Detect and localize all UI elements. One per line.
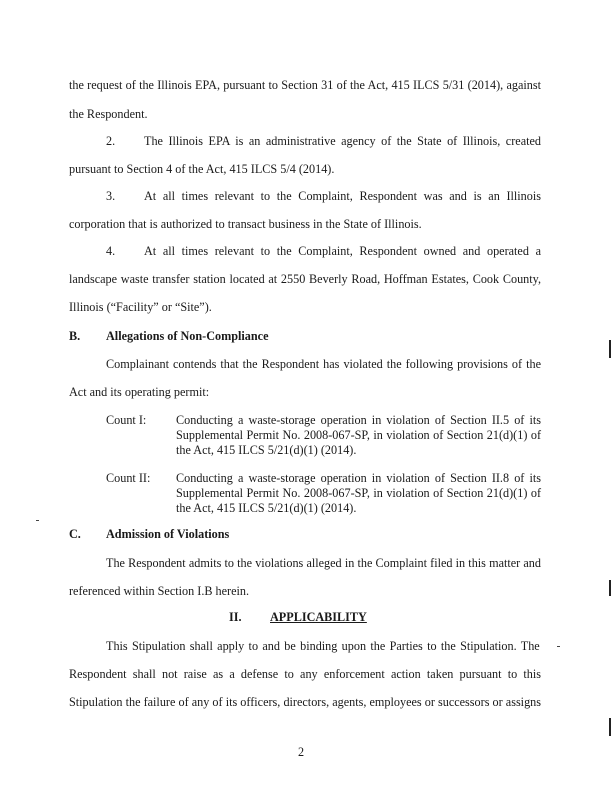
section-ii-line-2: Respondent shall not raise as a defense to any enforcement action taken pursuant to this	[69, 667, 541, 681]
section-ii-number: II.	[229, 610, 242, 624]
count-1-line-3: the Act, 415 ILCS 5/21(d)(1) (2014).	[176, 443, 357, 457]
count-2-line-3: the Act, 415 ILCS 5/21(d)(1) (2014).	[176, 501, 357, 515]
paragraph-3-line-1: At all times relevant to the Complaint, Respondent was and is an Illinois	[144, 189, 541, 203]
section-c-line-2: referenced within Section I.B herein.	[69, 584, 250, 598]
paragraph-1-line-2: the Respondent.	[69, 107, 148, 121]
scan-margin-mark	[609, 340, 611, 358]
paragraph-4-line-3: Illinois (“Facility” or “Site”).	[69, 300, 212, 314]
paragraph-2-number: 2.	[106, 134, 116, 148]
scan-margin-mark	[609, 718, 611, 736]
section-b-title: Allegations of Non-Compliance	[106, 329, 269, 343]
count-2-line-1: Conducting a waste-storage operation in violation of Section II.8 of its	[176, 471, 541, 485]
paragraph-4-line-1: At all times relevant to the Complaint, Respondent owned and operated a	[144, 244, 541, 258]
count-2-line-2: Supplemental Permit No. 2008-067-SP, in violation of Section 21(d)(1) of	[176, 486, 541, 500]
section-c-title: Admission of Violations	[106, 527, 230, 541]
paragraph-4-number: 4.	[106, 244, 116, 258]
scan-margin-mark	[609, 580, 611, 596]
section-ii-line-1: This Stipulation shall apply to and be binding upon the Parties to the Stipulation. The	[106, 639, 540, 653]
paragraph-1-line-1: the request of the Illinois EPA, pursuant to Section 31 of the Act, 415 ILCS 5/31 (2014), against	[69, 78, 541, 92]
count-1-line-1: Conducting a waste-storage operation in violation of Section II.5 of its	[176, 413, 541, 427]
page-number: 2	[298, 745, 305, 759]
section-b-line-1: Complainant contends that the Respondent has violated the following provisions of the	[106, 357, 541, 371]
paragraph-4-line-2: landscape waste transfer station located at 2550 Beverly Road, Hoffman Estates, Cook County,	[69, 272, 541, 286]
paragraph-2-line-1: The Illinois EPA is an administrative agency of the State of Illinois, created	[144, 134, 541, 148]
count-2-label: Count II:	[106, 471, 151, 485]
paragraph-2-line-2: pursuant to Section 4 of the Act, 415 ILCS 5/4 (2014).	[69, 162, 335, 176]
section-c-line-1: The Respondent admits to the violations alleged in the Complaint filed in this matter and	[106, 556, 541, 570]
section-b-line-2: Act and its operating permit:	[69, 385, 210, 399]
paragraph-3-line-2: corporation that is authorized to transact business in the State of Illinois.	[69, 217, 422, 231]
section-ii-line-3: Stipulation the failure of any of its officers, directors, agents, employees or successors or assigns	[69, 695, 541, 709]
paragraph-3-number: 3.	[106, 189, 116, 203]
section-c-letter: C.	[69, 527, 81, 541]
scan-speck	[557, 646, 560, 647]
count-1-label: Count I:	[106, 413, 147, 427]
section-b-letter: B.	[69, 329, 81, 343]
count-1-line-2: Supplemental Permit No. 2008-067-SP, in violation of Section 21(d)(1) of	[176, 428, 541, 442]
section-ii-title: APPLICABILITY	[270, 610, 367, 624]
scan-speck	[36, 520, 39, 521]
